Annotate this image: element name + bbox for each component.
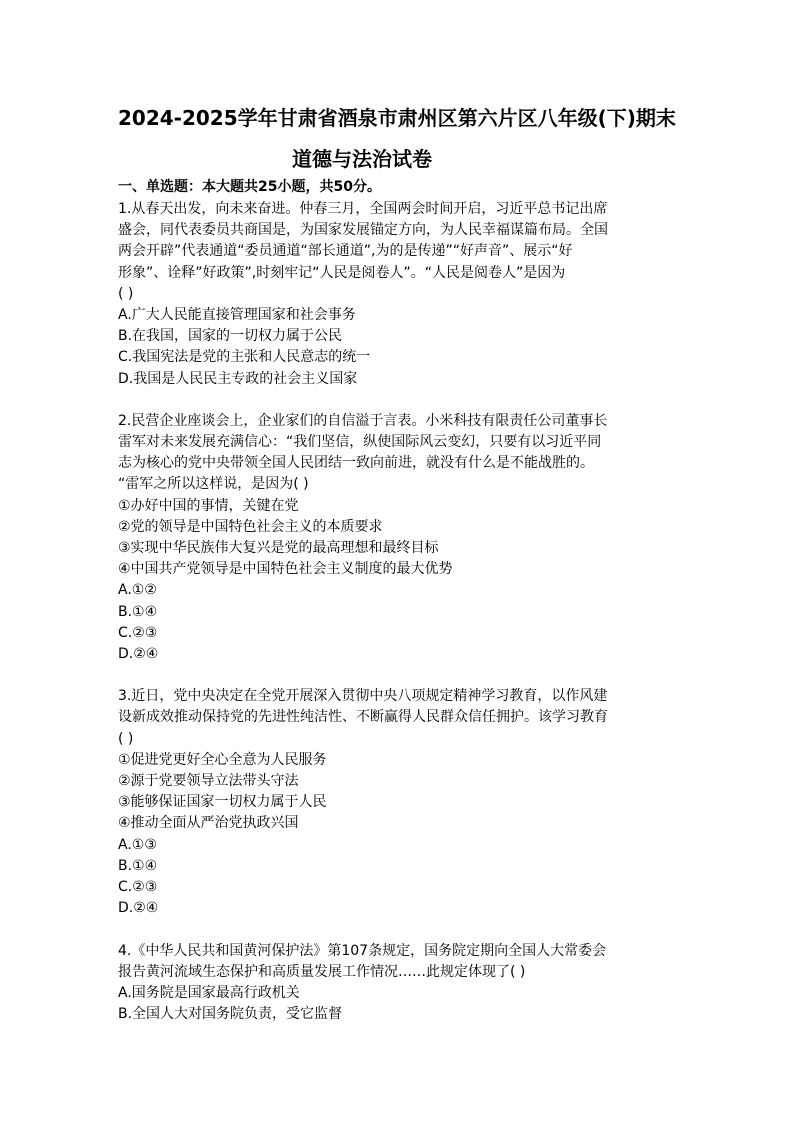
statement-1: ①办好中国的事情，关键在党	[118, 497, 299, 514]
option-a: A.国务院是国家最高行政机关	[118, 984, 300, 1001]
question-stem-line: 2.民营企业座谈会上，企业家们的自信溢于言表。小米科技有限责任公司董事长	[118, 412, 608, 429]
question-stem-line: 4.《中华人民共和国黄河保护法》第107条规定，国务院定期向全国人大常委会	[118, 942, 607, 959]
option-c: C.②③	[118, 879, 158, 896]
question-3	[118, 686, 678, 919]
option-b: B.①④	[118, 857, 158, 874]
option-c: C.我国宪法是党的主张和人民意志的统一	[118, 349, 371, 366]
option-c: C.②③	[118, 624, 158, 641]
question-2	[118, 411, 678, 665]
statement-1: ①促进党更好全心全意为人民服务	[118, 751, 327, 768]
question-stem-line: 志为核心的党中央带领全国人民团结一致向前进，就没有什么是不能战胜的。	[118, 455, 594, 472]
option-b: B.①④	[118, 603, 158, 620]
question-1	[118, 199, 678, 390]
option-d: D.②④	[118, 900, 159, 917]
answer-bracket: ( )	[118, 730, 134, 747]
section-heading: 一、单选题：本大题共25小题，共50分。	[118, 179, 381, 195]
question-stem-line: 盛会，同代表委员共商国是，为国家发展锚定方向，为人民幸福谋篇布局。全国	[118, 222, 608, 239]
question-stem-line: 形象”、诠释”好政策”,时刻牢记“人民是阅卷人”。“人民是阅卷人”是因为	[118, 264, 566, 281]
statement-4: ④中国共产党领导是中国特色社会主义制度的最大优势	[118, 561, 453, 578]
statement-3: ③能够保证国家一切权力属于人民	[118, 794, 327, 811]
question-4	[118, 941, 678, 1026]
exam-title-line2: 道德与法治试卷	[292, 147, 432, 171]
question-stem-line: “雷军之所以这样说，是因为( )	[118, 476, 309, 493]
question-list	[118, 199, 678, 1046]
question-stem-line: 设新成效推动保持党的先进性纯洁性、不断赢得人民群众信任拥护。该学习教育	[118, 709, 608, 726]
statement-3: ③实现中华民族伟大复兴是党的最高理想和最终目标	[118, 540, 439, 557]
option-a: A.①②	[118, 582, 157, 599]
statement-2: ②党的领导是中国特色社会主义的本质要求	[118, 518, 383, 535]
option-b: B.在我国，国家的一切权力属于公民	[118, 328, 343, 345]
option-a: A.①③	[118, 836, 157, 853]
answer-bracket: ( )	[118, 285, 134, 302]
option-b: B.全国人大对国务院负责，受它监督	[118, 1006, 343, 1023]
question-stem-line: 1.从春天出发，向未来奋进。仲春三月，全国两会时间开启，习近平总书记出席	[118, 201, 608, 217]
question-stem-line: 报告黄河流域生态保护和高质量发展工作情况……此规定体现了( )	[118, 963, 526, 980]
question-stem-line: 两会开辟”代表通道“委员通道“部长通道”,为的是传递”“好声音”、展示“好	[118, 243, 573, 260]
statement-2: ②源于党要领导立法带头守法	[118, 773, 299, 790]
option-d: D.②④	[118, 646, 159, 663]
statement-4: ④推动全面从严治党执政兴国	[118, 815, 299, 832]
question-stem-line: 3.近日，党中央决定在全党开展深入贯彻中央八项规定精神学习教育，以作风建	[118, 688, 608, 705]
exam-title-line1: 2024-2025学年甘肃省酒泉市肃州区第六片区八年级(下)期末	[118, 106, 676, 130]
option-d: D.我国是人民民主专政的社会主义国家	[118, 370, 358, 387]
question-stem-line: 雷军对未来发展充满信心：“我们坚信，纵使国际风云变幻，只要有以习近平同	[118, 434, 602, 451]
option-a: A.广大人民能直接管理国家和社会事务	[118, 307, 356, 324]
